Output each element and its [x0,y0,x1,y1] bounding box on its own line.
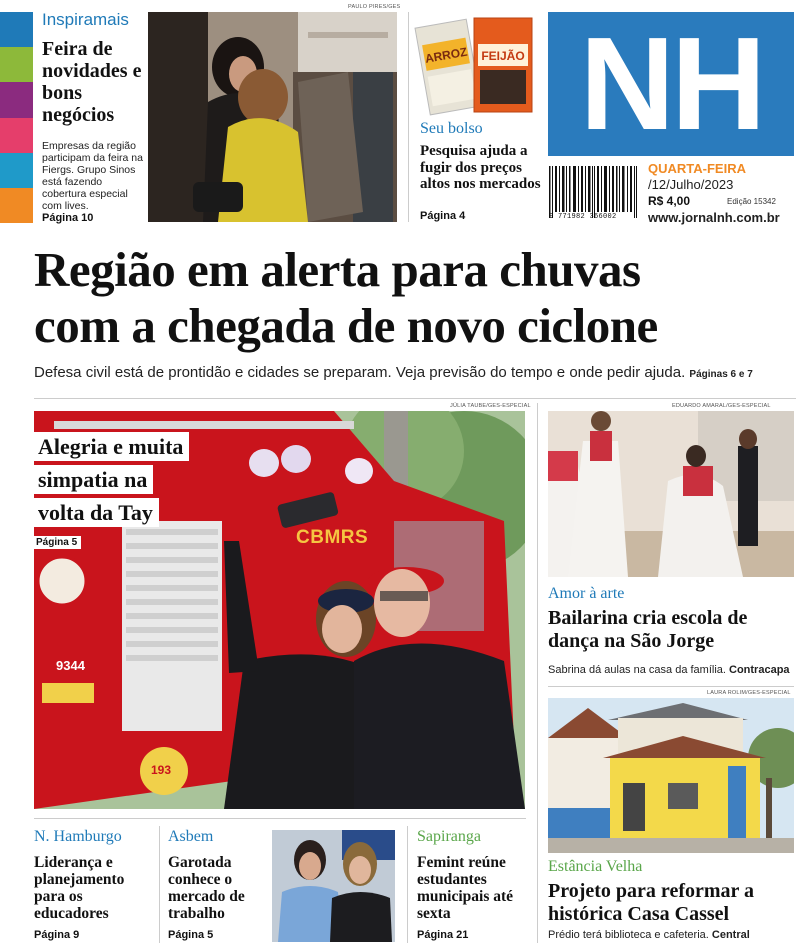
bottom2-page: Página 5 [168,929,214,941]
color-strip-pink [0,118,33,153]
main-photo-page: Página 5 [34,536,81,549]
topstory1-headline[interactable]: Feira de novidades e bons negócios [42,38,142,126]
bottom1-kicker[interactable]: N. Hamburgo [34,828,122,845]
lead-headline-line2[interactable]: com a chegada de novo ciclone [34,298,658,353]
topstory1-page: Página 10 [42,212,94,224]
right2-photo[interactable] [548,698,794,853]
truck-number: 9344 [56,658,85,673]
grocery-packages-illustration [414,10,539,118]
lead-subhead-text: Defesa civil está de prontidão e cidades se preparam. Veja previsão do tempo e onde pedir ajuda. [34,364,686,381]
lead-pages: Páginas 6 e 7 [689,369,753,380]
divider [34,818,526,819]
color-strip-cyan [0,153,33,188]
bottom3-headline[interactable]: Femint reúne estudantes municipais até sexta [417,854,514,922]
nh-logo[interactable] [548,12,794,156]
lead-headline-line1[interactable]: Região em alerta para chuvas [34,242,641,297]
bottom1-page: Página 9 [34,929,80,941]
bottom3-kicker[interactable]: Sapiranga [417,828,481,845]
right1-page: Contracapa [729,664,790,676]
arroz-label: ARROZ [423,44,469,66]
fashion-fair-illustration [148,12,397,222]
right1-kicker[interactable]: Amor à arte [548,585,625,602]
right2-credit: LAURA ROLIM/GES-ESPECIAL [707,690,791,696]
main-caption-box-3 [34,498,159,527]
topstory1-text: Empresas da região participam da feira na Fiergs. Grupo Sinos está fazendo cobertura especial com lives. [42,140,143,212]
divider [407,826,408,943]
right2-page: Central [711,929,750,941]
feijao-label: FEIJÃO [481,49,525,63]
topstory2-kicker[interactable]: Seu bolso [420,120,483,137]
right2-text: Prédio terá biblioteca e cafeteria. [548,929,709,941]
right1-credit: EDUARDO AMARAL/GES-ESPECIAL [672,403,771,409]
divider [159,826,160,943]
edition: Edição 15342 [727,197,776,206]
lead-subhead [34,364,800,381]
topstory2-headline[interactable]: Pesquisa ajuda a fugir dos preços altos nos mercados [420,143,541,192]
emergency-number: 193 [151,763,172,777]
truck-cbmrs-text: CBMRS [296,527,369,548]
weekday: QUARTA-FEIRA [648,161,746,176]
nh-logo-text: NH [579,10,763,157]
right1-headline[interactable]: Bailarina cria escola de dança na São Jorge [548,607,748,652]
topstory1-kicker[interactable]: Inspiramais [42,10,129,29]
main-caption-line3[interactable]: volta da Tay [38,500,153,525]
price: R$ 4,00 [648,194,691,208]
right2-headline[interactable]: Projeto para reformar a histórica Casa Cassel [548,880,755,925]
color-strip-orange [0,188,33,223]
bottom1-headline[interactable]: Liderança e planejamento para os educadores [34,854,125,922]
divider [408,12,409,222]
main-caption-line2[interactable]: simpatia na [38,467,148,492]
color-strip-purple [0,82,33,118]
divider [537,403,538,943]
right1-text-line [548,664,790,676]
date: /12/Julho/2023 [648,177,734,192]
casa-cassel-illustration [548,698,794,853]
color-strip-blue [0,12,33,47]
bottom2-kicker[interactable]: Asbem [168,828,214,845]
topstory1-credit: PAULO PIRES/GES [348,4,401,10]
topstory2-photo[interactable] [414,10,539,118]
right2-kicker[interactable]: Estância Velha [548,858,643,875]
main-caption-line1[interactable]: Alegria e muita [38,434,184,459]
right1-photo[interactable] [548,411,794,577]
topstory1-photo[interactable] [148,12,397,222]
right2-text-line [548,929,750,941]
main-caption-box-2 [34,465,153,494]
bottom3-page: Página 21 [417,929,469,941]
right1-text: Sabrina dá aulas na casa da família. [548,664,726,676]
bottom2-photo[interactable] [272,830,395,942]
topstory2-page: Página 4 [420,210,466,222]
bottom2-headline[interactable]: Garotada conhece o mercado de trabalho [168,854,245,922]
ballet-class-illustration [548,411,794,577]
website-link[interactable]: www.jornalnh.com.br [648,210,780,225]
divider [34,398,796,399]
two-students-illustration [272,830,395,942]
main-photo-credit: JÚLIA TAUBE/GES-ESPECIAL [450,403,531,409]
color-strip-green [0,47,33,82]
main-caption-box-1 [34,432,189,461]
divider [548,686,794,687]
barcode-digits: 9 771982 366002 [549,213,617,221]
